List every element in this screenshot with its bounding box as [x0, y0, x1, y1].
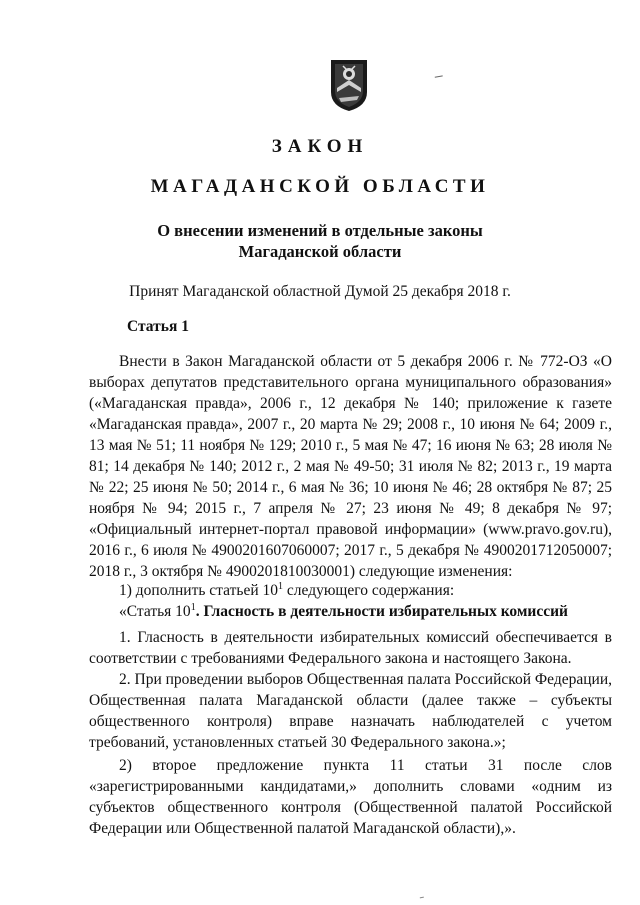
region-title: МАГАДАНСКОЙ ОБЛАСТИ	[150, 176, 490, 197]
coat-of-arms-icon	[329, 58, 369, 112]
scan-mark	[435, 75, 444, 80]
item1-prefix: 1) дополнить статьей 10	[119, 582, 279, 599]
new-article-superscript: 1	[190, 601, 196, 613]
clause-2: 2. При проведении выборов Общественная палата Российской Федерации, Общественная палата Магаданской области (далее также – субъекты общественного контроля) вправе назначать наблюдателей с учетом требований, установленных статьей 30 Федерального закона.»;	[89, 671, 612, 751]
item1-superscript: 1	[278, 580, 284, 592]
new-article-prefix: «Статья 10	[119, 603, 191, 620]
document-type-title: ЗАКОН	[271, 136, 369, 157]
scan-mark-bottom	[420, 897, 424, 901]
article-heading: Статья 1	[127, 318, 189, 335]
law-subject-heading	[0, 220, 640, 262]
article-main-paragraph: Внести в Закон Магаданской области от 5 декабря 2006 г. № 772-ОЗ «О выборах депутатов представительного органа муниципального образования» («Магаданская правда», 2006 г., 12 декабря № 140; приложение к газете «Магаданская правда», 2007 г., 20 марта № 29; 2008 г., 10 июня № 64; 2009 г., 13 мая № 51; 11 ноября № 129; 2010 г., 5 мая № 47; 16 июня № 63; 28 июля № 81; 14 декабря № 140; 2012 г., 2 мая № 49-50; 31 июля № 82; 2013 г., 19 марта № 22; 25 июня № 50; 2014 г., 6 мая № 36; 10 июня № 46; 28 октября № 87; 25 ноября № 94; 2015 г., 7 апреля № 27; 23 июня № 49; 8 декабря № 97; «Официальный интернет-портал правовой информации» (www.pravo.gov.ru), 2016 г., 6 июля № 4900201607060007; 2017 г., 5 декабря № 4900201712050007; 2018 г., 3 октября № 4900201810030001) следующие изменения:	[89, 353, 612, 580]
subject-line-1: О внесении изменений в отдельные законы	[157, 221, 483, 240]
new-article-title: . Гласность в деятельности избирательных комиссий	[195, 603, 568, 620]
item1-suffix: следующего содержания:	[283, 582, 455, 599]
adoption-line: Принят Магаданской областной Думой 25 декабря 2018 г.	[129, 283, 511, 300]
amendment-item-2: 2) второе предложение пункта 11 статьи 31 после слов «зарегистрированными кандидатами,» дополнить словами «одним из субъектов общественного контроля (Общественной палатой Российской Федерации или Общественной палатой Магаданской области),».	[89, 757, 612, 837]
subject-line-2: Магаданской области	[238, 242, 402, 261]
clause-1: 1. Гласность в деятельности избирательных комиссий обеспечивается в соответствии с требованиями Федерального закона и настоящего Закона.	[89, 629, 612, 667]
amendment-item-1	[89, 580, 612, 622]
